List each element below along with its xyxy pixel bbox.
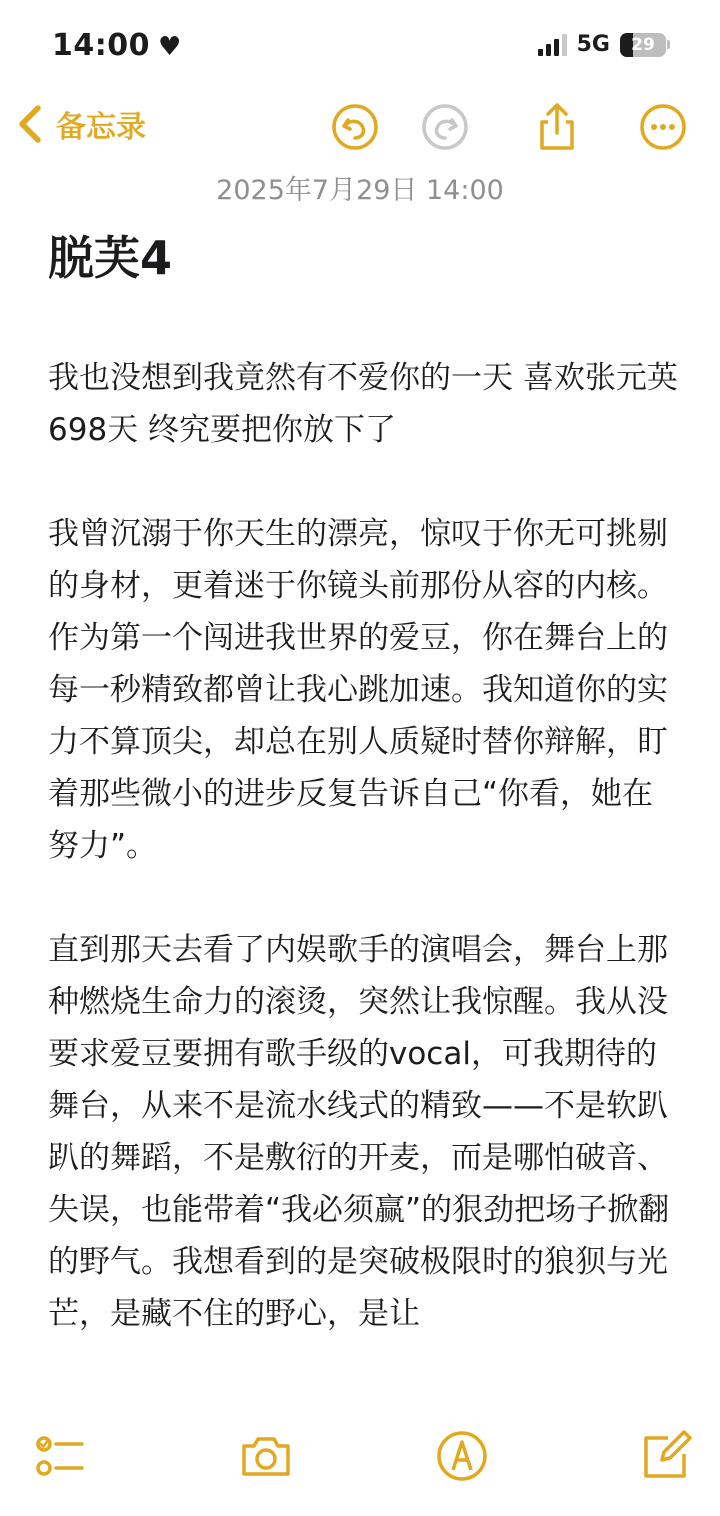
note-date: 2025年7月29日 14:00 xyxy=(216,175,504,206)
signal-bar xyxy=(562,34,567,56)
battery-body xyxy=(620,33,666,57)
signal-bar xyxy=(546,44,551,56)
note-paragraph[interactable]: 我也没想到我竟然有不爱你的一天 喜欢张元英698天 终究要把你放下了 xyxy=(48,360,678,448)
battery-percent: 29 xyxy=(631,34,655,55)
signal-bar xyxy=(538,49,543,56)
back-label: 备忘录 xyxy=(56,110,146,145)
note-title[interactable]: 脱芙4 xyxy=(48,231,173,285)
markup-pen-icon[interactable] xyxy=(434,1428,490,1484)
note-body[interactable] xyxy=(48,352,678,1392)
cellular-signal-icon xyxy=(538,34,567,56)
status-indicators xyxy=(538,32,670,57)
heart-icon: ♥ xyxy=(158,32,182,62)
note-paragraph[interactable]: 我曾沉溺于你天生的漂亮，惊叹于你无可挑剔的身材，更着迷于你镜头前那份从容的内核。作为第一个闯进我世界的爱豆，你在舞台上的每一秒精致都曾让我心跳加速。我知道你的实力不算顶尖，却总在别人质疑时替你辩解，盯着那些微小的进步反复告诉自己“你看，她在努力”。 xyxy=(48,516,668,864)
nav-bar xyxy=(0,96,720,158)
signal-bar xyxy=(554,39,559,56)
chevron-left-icon xyxy=(14,102,48,146)
more-icon[interactable] xyxy=(638,102,688,152)
battery-icon xyxy=(620,33,670,57)
redo-icon[interactable] xyxy=(420,102,470,152)
undo-icon[interactable] xyxy=(330,102,380,152)
share-icon[interactable] xyxy=(532,102,582,152)
checklist-icon[interactable] xyxy=(32,1428,88,1484)
status-time xyxy=(52,28,182,63)
bottom-toolbar xyxy=(0,1420,720,1490)
note-paragraph[interactable]: 直到那天去看了内娱歌手的演唱会，舞台上那种燃烧生命力的滚烫，突然让我惊醒。我从没要求爱豆要拥有歌手级的vocal，可我期待的舞台，从来不是流水线式的精致——不是软趴趴的舞蹈，不是敷衍的开麦，而是哪怕破音、失误，也能带着“我必须赢”的狠劲把场子掀翻的野气。我想看到的是突破极限时的狼狈与光芒，是藏不住的野心，是让 xyxy=(48,932,670,1332)
battery-cap xyxy=(667,40,670,49)
compose-icon[interactable] xyxy=(638,1428,694,1484)
camera-icon[interactable] xyxy=(238,1428,294,1484)
back-button[interactable] xyxy=(14,102,146,146)
network-type: 5G xyxy=(576,32,610,57)
status-bar xyxy=(0,0,720,96)
status-time-text: 14:00 xyxy=(52,28,150,63)
